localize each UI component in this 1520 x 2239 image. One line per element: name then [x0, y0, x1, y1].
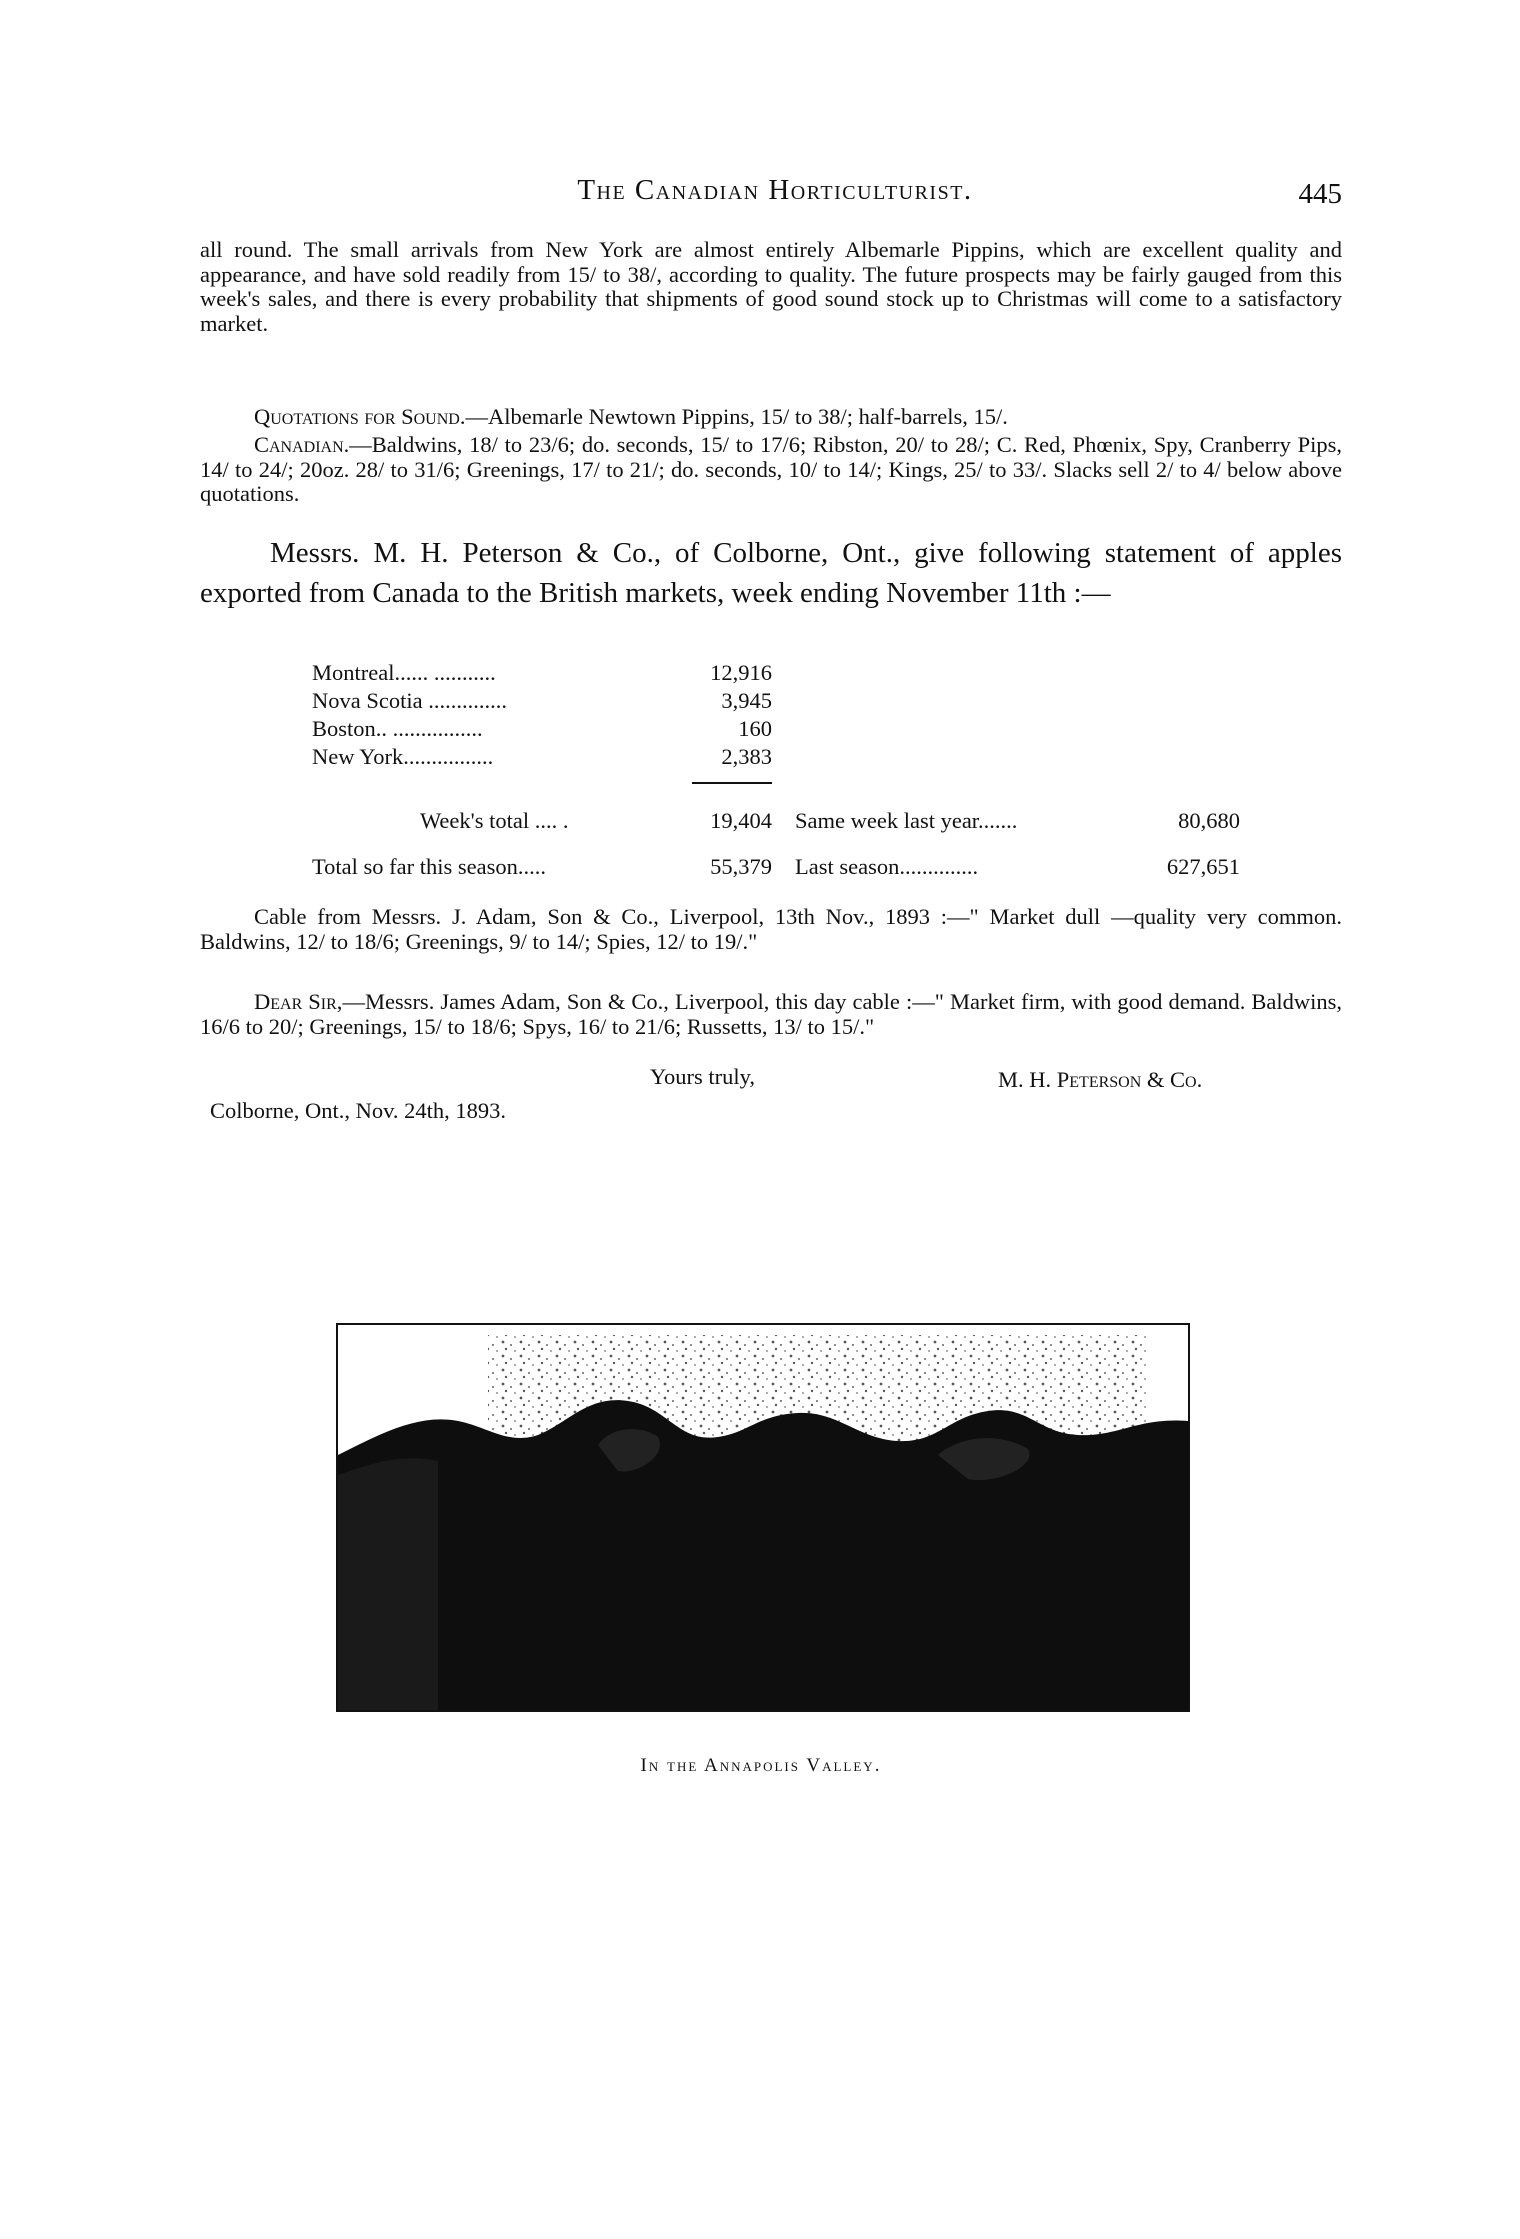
salutation: Dear Sir, [254, 989, 343, 1014]
quotations-canadian-heading: Canadian. [254, 432, 350, 457]
exports-row [312, 660, 772, 688]
place-date: Colborne, Ont., Nov. 24th, 1893. [210, 1098, 507, 1123]
exports-count: 2,383 [721, 744, 772, 769]
journal-title: The Canadian Horticulturist. [577, 174, 973, 206]
landscape-photo-image [338, 1325, 1188, 1710]
exports-count: 12,916 [710, 660, 772, 685]
exports-row [312, 688, 772, 716]
annapolis-valley-photo [336, 1323, 1190, 1712]
same-week-label: Same week last year....... [795, 808, 1018, 833]
week-total-value: 19,404 [710, 808, 772, 833]
exports-port: Boston.. ................ [312, 716, 483, 741]
exports-count: 160 [738, 716, 772, 741]
last-season-value: 627,651 [1166, 854, 1240, 879]
sum-rule [692, 782, 772, 784]
quotations-sound-text: —Albemarle Newtown Pippins, 15/ to 38/; half-barrels, 15/. [465, 404, 1008, 429]
exports-table [312, 660, 772, 772]
exports-row [312, 744, 772, 772]
exports-count: 3,945 [721, 688, 772, 713]
market-report-paragraph: all round. The small arrivals from New York are almost entirely Albemarle Pippins, which are excellent quality and appearance, and have sold readily from 15/ to 38/, according to quality. The future prospects may be fairly gauged from this week's sales, and there is every probability that shipments of good sound stock up to Christmas will come to a satisfactory market. [200, 237, 1342, 336]
figure-caption: In the Annapolis Valley. [640, 1755, 882, 1776]
exports-port: Nova Scotia .............. [312, 688, 507, 713]
quotations-canadian-text: —Baldwins, 18/ to 23/6; do. seconds, 15/ to 17/6; Ribston, 20/ to 28/; C. Red, Phœnix, Spy, Cranberry Pips, 14/ to 24/; 20oz. 28/ to 31/6; Greenings, 17/ to 21/; do. seconds, 10/ to 14/; Kings, 25/ to 33/. Slacks sell 2/ to 4/ below above quotations. [200, 432, 1342, 506]
export-statement-paragraph: Messrs. M. H. Peterson & Co., of Colborne, Ont., give following statement of apples exported from Canada to the British markets, week ending November 11th :— [200, 537, 1342, 609]
dear-sir-letter [200, 990, 1342, 1039]
signature: M. H. Peterson & Co. [998, 1067, 1203, 1092]
exports-port: New York................ [312, 744, 494, 769]
quotations-sound-paragraph [200, 405, 1342, 430]
page-number: 445 [1298, 178, 1342, 210]
same-week-value: 80,680 [1178, 808, 1240, 833]
exports-row [312, 716, 772, 744]
season-total-value: 55,379 [710, 854, 772, 879]
cable-adam-13-nov: Cable from Messrs. J. Adam, Son & Co., Liverpool, 13th Nov., 1893 :—" Market dull —quality very common. Baldwins, 12/ to 18/6; Greenings, 9/ to 14/; Spies, 12/ to 19/." [200, 904, 1342, 954]
exports-port: Montreal...... ........... [312, 660, 496, 685]
closing: Yours truly, [650, 1064, 756, 1089]
quotations-sound-heading: Quotations for Sound. [254, 404, 466, 429]
letter-text: —Messrs. James Adam, Son & Co., Liverpool, this day cable :—" Market firm, with good demand. Baldwins, 16/6 to 20/; Greenings, 15/ to 18/6; Spys, 16/ to 21/6; Russetts, 13/ to 15/." [200, 989, 1342, 1039]
week-total-label: Week's total .... . [420, 808, 569, 833]
season-total-label: Total so far this season..... [312, 854, 547, 879]
last-season-label: Last season.............. [795, 854, 979, 879]
quotations-canadian-paragraph [200, 433, 1342, 507]
running-head [200, 168, 1350, 218]
